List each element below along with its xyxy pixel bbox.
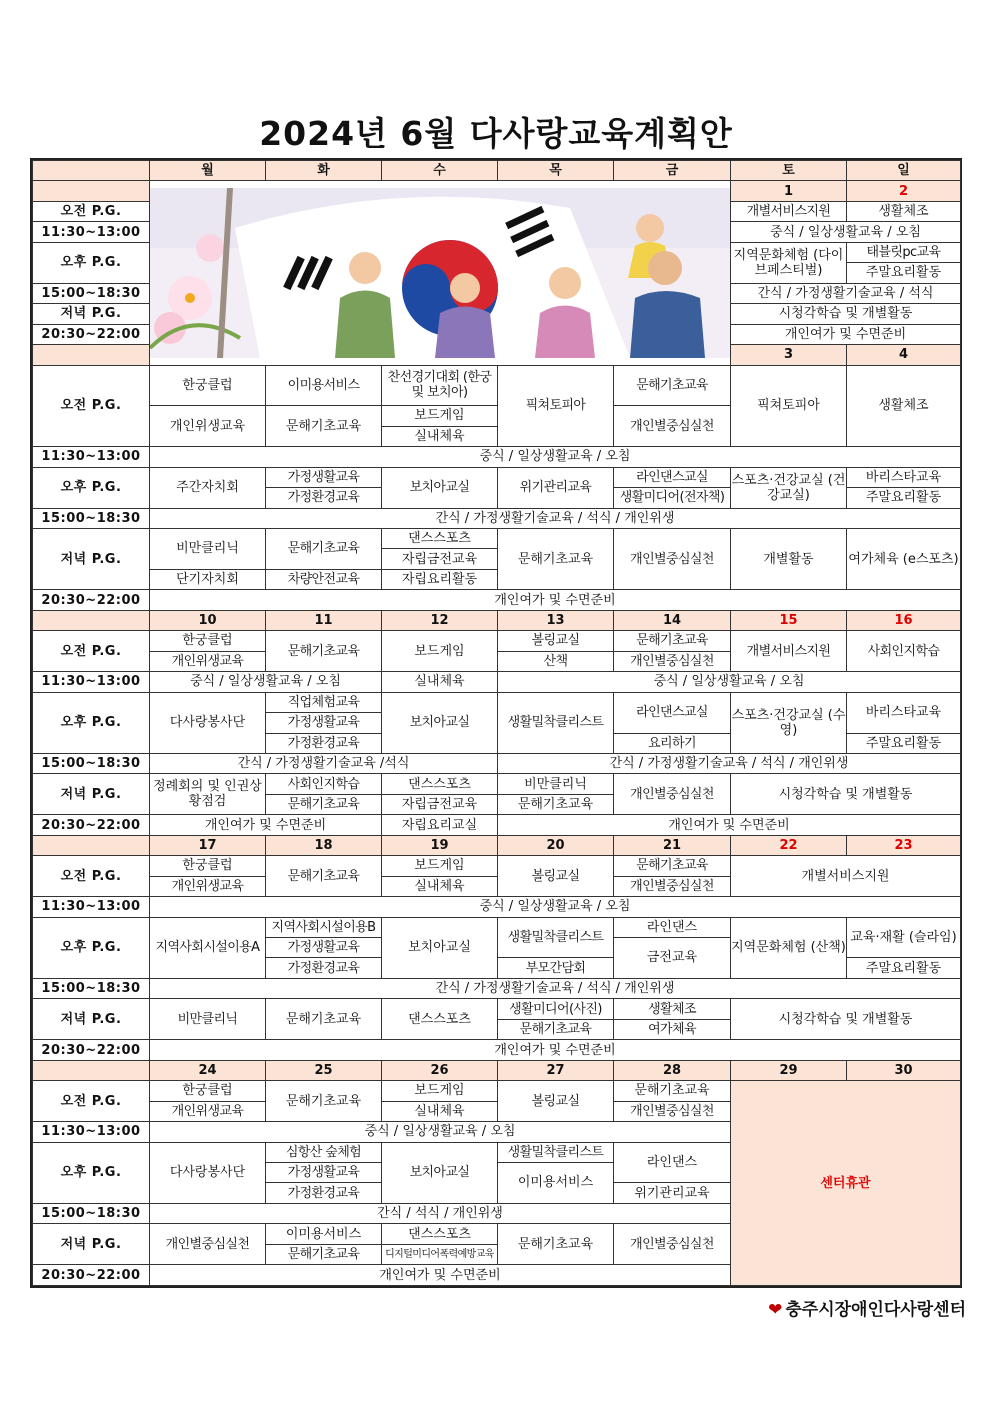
cell-w1-pm-fri1: 라인댄스교실 bbox=[614, 467, 731, 487]
cell-w4-eve-wed2: 디지털미디어폭력예방교육 bbox=[382, 1244, 498, 1264]
cell-w1-pm-wed: 보치아교실 bbox=[382, 467, 498, 508]
cell-w1-pm-sun1: 바리스타교육 bbox=[847, 467, 961, 487]
cell-w1-eve-wed2: 자립금전교육 bbox=[382, 549, 498, 569]
cell-w2-am-fri2: 개인별중심실천 bbox=[614, 651, 731, 671]
cell-w1-am-wed2: 보드게임 bbox=[382, 406, 498, 426]
cell-w1-am-wed1: 찬선경기대회 (한궁 및 보치아) bbox=[382, 365, 498, 406]
weekday-wed: 수 bbox=[382, 161, 498, 181]
cell-w4-pm-thu2: 이미용서비스 bbox=[498, 1163, 614, 1204]
cell-w1-pm-fri2: 생활미디어(전자책) bbox=[614, 488, 731, 508]
date-4: 4 bbox=[847, 345, 961, 365]
cell-w2-eve-mon: 정례회의 및 인권상황점검 bbox=[150, 774, 266, 815]
cell-w3-eve-fri2: 여가체육 bbox=[614, 1019, 731, 1039]
weekday-sat: 토 bbox=[731, 161, 847, 181]
weekday-fri: 금 bbox=[614, 161, 731, 181]
cell-w4-lunch: 중식 / 일상생활교육 / 오침 bbox=[150, 1122, 731, 1142]
cell-w3-am-fri1: 문해기초교육 bbox=[614, 856, 731, 876]
date-12: 12 bbox=[382, 610, 498, 630]
cell-w2-pm-wed: 보치아교실 bbox=[382, 692, 498, 753]
cell-w2-lunch-a: 중식 / 일상생활교육 / 오침 bbox=[150, 672, 382, 692]
cell-w4-pm-fri2: 위기관리교육 bbox=[614, 1183, 731, 1203]
date-30: 30 bbox=[847, 1060, 961, 1080]
cell-w3-am-wed2: 실내체육 bbox=[382, 876, 498, 896]
cell-w4-eve-wed1: 댄스스포츠 bbox=[382, 1224, 498, 1244]
cell-w3-eve-thu2: 문해기초교육 bbox=[498, 1019, 614, 1039]
cell-w3-pm-sat: 지역문화체험 (산책) bbox=[731, 917, 847, 978]
cell-w1-eve-sun: 여가체육 (e스포츠) bbox=[847, 528, 961, 589]
cell-w3-pm-fri2: 금전교육 bbox=[614, 938, 731, 979]
cell-w0-pm-sat: 지역문화체험 (다이브페스티벌) bbox=[731, 242, 847, 283]
cell-w4-pm-tue3: 가정환경교육 bbox=[266, 1183, 382, 1203]
label-eve: 저녁 P.G. bbox=[33, 1224, 150, 1265]
cell-w3-eve-mon: 비만클리닉 bbox=[150, 999, 266, 1040]
date-27: 27 bbox=[498, 1060, 614, 1080]
cell-w4-pm-wed: 보치아교실 bbox=[382, 1142, 498, 1203]
cell-w4-eve-tue1: 이미용서비스 bbox=[266, 1224, 382, 1244]
cell-w1-eve-mon1: 비만클리닉 bbox=[150, 528, 266, 569]
cell-w3-am-tue: 문해기초교육 bbox=[266, 856, 382, 897]
family-flag-illustration bbox=[150, 181, 731, 365]
date-19: 19 bbox=[382, 835, 498, 855]
date-15: 15 bbox=[731, 610, 847, 630]
cell-w1-pm-tue2: 가정환경교육 bbox=[266, 488, 382, 508]
date-25: 25 bbox=[266, 1060, 382, 1080]
cell-w2-eve-tue2: 문해기초교육 bbox=[266, 794, 382, 814]
cell-w2-eve-wed1: 댄스스포츠 bbox=[382, 774, 498, 794]
label-eve: 저녁 P.G. bbox=[33, 528, 150, 589]
cell-w4-am-thu: 볼링교실 bbox=[498, 1081, 614, 1122]
cell-w3-pm-tue1: 지역사회시설이용B bbox=[266, 917, 382, 937]
cell-w1-pm-sat: 스포츠·건강교실 (건강교실) bbox=[731, 467, 847, 508]
cell-w2-am-wed: 보드게임 bbox=[382, 631, 498, 672]
cell-w1-eve-thu: 문해기초교육 bbox=[498, 528, 614, 589]
date-1: 1 bbox=[731, 181, 847, 201]
date-24: 24 bbox=[150, 1060, 266, 1080]
cell-w4-snack: 간식 / 석식 / 개인위생 bbox=[150, 1203, 731, 1223]
label-night: 20:30~22:00 bbox=[33, 590, 150, 610]
cell-w2-pm-sun1: 바리스타교육 bbox=[847, 692, 961, 733]
cell-w1-am-sat: 픽쳐토피아 bbox=[731, 365, 847, 447]
label-eve: 저녁 P.G. bbox=[33, 304, 150, 324]
cell-w2-eve-thu1: 비만클리닉 bbox=[498, 774, 614, 794]
page-title: 2024년 6월 다사랑교육계획안 bbox=[259, 114, 733, 153]
cell-w4-pm-mon: 다사랑봉사단 bbox=[150, 1142, 266, 1203]
date-2: 2 bbox=[847, 181, 961, 201]
weekday-sun: 일 bbox=[847, 161, 961, 181]
date-23: 23 bbox=[847, 835, 961, 855]
label-pm: 오후 P.G. bbox=[33, 242, 150, 283]
label-night: 20:30~22:00 bbox=[33, 324, 150, 344]
label-am: 오전 P.G. bbox=[33, 365, 150, 447]
label-eve: 저녁 P.G. bbox=[33, 999, 150, 1040]
cell-w1-snack: 간식 / 가정생활기술교육 / 석식 / 개인위생 bbox=[150, 508, 961, 528]
cell-w3-pm-tue2: 가정생활교육 bbox=[266, 938, 382, 958]
label-night: 20:30~22:00 bbox=[33, 1040, 150, 1060]
label-snack: 15:00~18:30 bbox=[33, 1203, 150, 1223]
weekday-thu: 목 bbox=[498, 161, 614, 181]
cell-w0-am-sat: 개별서비스지원 bbox=[731, 201, 847, 221]
cell-w4-eve-tue2: 문해기초교육 bbox=[266, 1244, 382, 1264]
label-pm: 오후 P.G. bbox=[33, 1142, 150, 1203]
cell-w2-pm-sat: 스포츠·건강교실 (수영) bbox=[731, 692, 847, 753]
date-row-label bbox=[33, 181, 150, 201]
cell-w3-pm-thu2: 부모간담회 bbox=[498, 958, 614, 978]
cell-w1-am-tue2: 문해기초교육 bbox=[266, 406, 382, 447]
cell-w2-night-b: 자립요리교실 bbox=[382, 815, 498, 835]
label-night: 20:30~22:00 bbox=[33, 1265, 150, 1286]
cell-w3-eve-thu1: 생활미디어(사진) bbox=[498, 999, 614, 1019]
cell-w4-eve-mon: 개인별중심실천 bbox=[150, 1224, 266, 1265]
cell-w2-snack-a: 간식 / 가정생활기술교육 /석식 bbox=[150, 753, 498, 773]
cell-w2-pm-tue3: 가정환경교육 bbox=[266, 733, 382, 753]
cell-w3-pm-sun1: 교육·재활 (슬라임) bbox=[847, 917, 961, 958]
label-am: 오전 P.G. bbox=[33, 856, 150, 897]
cell-w4-am-wed2: 실내체육 bbox=[382, 1101, 498, 1121]
cell-w0-am-sun: 생활체조 bbox=[847, 201, 961, 221]
label-lunch: 11:30~13:00 bbox=[33, 1122, 150, 1142]
weekday-mon: 월 bbox=[150, 161, 266, 181]
date-row-label bbox=[33, 610, 150, 630]
footer-org-name: 충주시장애인다사랑센터 bbox=[785, 1300, 966, 1320]
date-row-label bbox=[33, 835, 150, 855]
cell-w1-night: 개인여가 및 수면준비 bbox=[150, 590, 961, 610]
corner-cell bbox=[33, 161, 150, 181]
cell-w1-eve-sat: 개별활동 bbox=[731, 528, 847, 589]
cell-w2-eve-satsun: 시청각학습 및 개별활동 bbox=[731, 774, 961, 815]
date-21: 21 bbox=[614, 835, 731, 855]
cell-w1-am-wed3: 실내체육 bbox=[382, 426, 498, 446]
cell-w3-pm-fri1: 라인댄스 bbox=[614, 917, 731, 937]
label-lunch: 11:30~13:00 bbox=[33, 222, 150, 242]
cell-w4-am-tue: 문해기초교육 bbox=[266, 1081, 382, 1122]
cell-w3-am-thu: 볼링교실 bbox=[498, 856, 614, 897]
cell-w1-pm-sun2: 주말요리활동 bbox=[847, 488, 961, 508]
cell-w1-eve-tue1: 문해기초교육 bbox=[266, 528, 382, 569]
cell-w0-snack: 간식 / 가정생활기술교육 / 석식 bbox=[731, 283, 961, 303]
cell-w3-am-mon2: 개인위생교육 bbox=[150, 876, 266, 896]
schedule-table bbox=[32, 160, 961, 1286]
cell-w2-pm-mon: 다사랑봉사단 bbox=[150, 692, 266, 753]
cell-w4-pm-tue2: 가정생활교육 bbox=[266, 1163, 382, 1183]
cell-w2-pm-fri1: 라인댄스교실 bbox=[614, 692, 731, 733]
cell-w2-snack-b: 간식 / 가정생활기술교육 / 석식 / 개인위생 bbox=[498, 753, 961, 773]
cell-w2-am-mon1: 한궁클럽 bbox=[150, 631, 266, 651]
cell-w4-am-mon2: 개인위생교육 bbox=[150, 1101, 266, 1121]
label-pm: 오후 P.G. bbox=[33, 917, 150, 978]
label-am: 오전 P.G. bbox=[33, 1081, 150, 1122]
cell-w0-night: 개인여가 및 수면준비 bbox=[731, 324, 961, 344]
cell-w1-eve-wed1: 댄스스포츠 bbox=[382, 528, 498, 548]
date-10: 10 bbox=[150, 610, 266, 630]
cell-w3-pm-tue3: 가정환경교육 bbox=[266, 958, 382, 978]
cell-w4-am-fri1: 문해기초교육 bbox=[614, 1081, 731, 1101]
cell-w4-am-wed1: 보드게임 bbox=[382, 1081, 498, 1101]
label-lunch: 11:30~13:00 bbox=[33, 672, 150, 692]
cell-w2-eve-thu2: 문해기초교육 bbox=[498, 794, 614, 814]
cell-w2-pm-fri2: 요리하기 bbox=[614, 733, 731, 753]
date-29: 29 bbox=[731, 1060, 847, 1080]
label-snack: 15:00~18:30 bbox=[33, 508, 150, 528]
footer-org bbox=[768, 1295, 966, 1320]
date-22: 22 bbox=[731, 835, 847, 855]
cell-w3-eve-satsun: 시청각학습 및 개별활동 bbox=[731, 999, 961, 1040]
cell-w1-am-fri1: 문해기초교육 bbox=[614, 365, 731, 406]
cell-w2-pm-tue2: 가정생활교육 bbox=[266, 713, 382, 733]
label-am: 오전 P.G. bbox=[33, 631, 150, 672]
cell-w2-pm-tue1: 직업체험교육 bbox=[266, 692, 382, 712]
cell-w4-pm-fri1: 라인댄스 bbox=[614, 1142, 731, 1183]
date-16: 16 bbox=[847, 610, 961, 630]
cell-w1-eve-tue2: 차량안전교육 bbox=[266, 569, 382, 589]
cell-w2-am-tue: 문해기초교육 bbox=[266, 631, 382, 672]
date-14: 14 bbox=[614, 610, 731, 630]
cell-w3-am-fri2: 개인별중심실천 bbox=[614, 876, 731, 896]
cell-w0-pm-sun2: 주말요리활동 bbox=[847, 263, 961, 283]
cell-w3-lunch: 중식 / 일상생활교육 / 오침 bbox=[150, 897, 961, 917]
cell-w1-eve-wed3: 자립요리활동 bbox=[382, 569, 498, 589]
cell-w3-snack: 간식 / 가정생활기술교육 / 석식 / 개인위생 bbox=[150, 978, 961, 998]
cell-w4-am-mon1: 한궁클럽 bbox=[150, 1081, 266, 1101]
date-18: 18 bbox=[266, 835, 382, 855]
cell-w3-eve-fri1: 생활체조 bbox=[614, 999, 731, 1019]
cell-w2-am-thu1: 볼링교실 bbox=[498, 631, 614, 651]
cell-w2-am-thu2: 산책 bbox=[498, 651, 614, 671]
label-lunch: 11:30~13:00 bbox=[33, 447, 150, 467]
cell-w2-night-a: 개인여가 및 수면준비 bbox=[150, 815, 382, 835]
cell-w3-am-wed1: 보드게임 bbox=[382, 856, 498, 876]
cell-w2-am-sun: 사회인지학습 bbox=[847, 631, 961, 672]
date-17: 17 bbox=[150, 835, 266, 855]
cell-w2-am-sat: 개별서비스지원 bbox=[731, 631, 847, 672]
cell-w2-night-c: 개인여가 및 수면준비 bbox=[498, 815, 961, 835]
date-13: 13 bbox=[498, 610, 614, 630]
cell-w1-pm-tue1: 가정생활교육 bbox=[266, 467, 382, 487]
cell-w1-am-thu: 픽쳐토피아 bbox=[498, 365, 614, 447]
cell-w4-pm-tue1: 심항산 숲체험 bbox=[266, 1142, 382, 1162]
cell-w1-lunch: 중식 / 일상생활교육 / 오침 bbox=[150, 447, 961, 467]
label-pm: 오후 P.G. bbox=[33, 467, 150, 508]
label-pm: 오후 P.G. bbox=[33, 692, 150, 753]
label-snack: 15:00~18:30 bbox=[33, 753, 150, 773]
cell-w2-am-fri1: 문해기초교육 bbox=[614, 631, 731, 651]
date-26: 26 bbox=[382, 1060, 498, 1080]
cell-w1-am-tue1: 이미용서비스 bbox=[266, 365, 382, 406]
cell-w3-am-satsun: 개별서비스지원 bbox=[731, 856, 961, 897]
label-snack: 15:00~18:30 bbox=[33, 978, 150, 998]
schedule-grid bbox=[30, 158, 962, 1288]
cell-w1-eve-fri: 개인별중심실천 bbox=[614, 528, 731, 589]
cell-w0-pm-sun1: 태블릿pc교육 bbox=[847, 242, 961, 262]
cell-w3-pm-thu1: 생활밀착클리스트 bbox=[498, 917, 614, 958]
cell-w3-pm-mon: 지역사회시설이용A bbox=[150, 917, 266, 978]
cell-w4-eve-thu: 문해기초교육 bbox=[498, 1224, 614, 1265]
cell-w4-am-fri2: 개인별중심실천 bbox=[614, 1101, 731, 1121]
date-28: 28 bbox=[614, 1060, 731, 1080]
date-row-label bbox=[33, 1060, 150, 1080]
date-3: 3 bbox=[731, 345, 847, 365]
cell-w3-eve-wed: 댄스스포츠 bbox=[382, 999, 498, 1040]
cell-w4-eve-fri: 개인별중심실천 bbox=[614, 1224, 731, 1265]
label-lunch: 11:30~13:00 bbox=[33, 897, 150, 917]
cell-w0-lunch: 중식 / 일상생활교육 / 오침 bbox=[731, 222, 961, 242]
label-am: 오전 P.G. bbox=[33, 201, 150, 221]
cell-w1-am-mon1: 한궁클럽 bbox=[150, 365, 266, 406]
cell-w1-am-mon2: 개인위생교육 bbox=[150, 406, 266, 447]
cell-w2-pm-sun2: 주말요리활동 bbox=[847, 733, 961, 753]
cell-w2-eve-tue1: 사회인지학습 bbox=[266, 774, 382, 794]
cell-w3-am-mon1: 한궁클럽 bbox=[150, 856, 266, 876]
cell-w1-am-fri2: 개인별중심실천 bbox=[614, 406, 731, 447]
cell-w2-eve-wed2: 자립금전교육 bbox=[382, 794, 498, 814]
center-closed-cell: 센터휴관 bbox=[731, 1081, 961, 1286]
date-11: 11 bbox=[266, 610, 382, 630]
cell-w0-eve: 시청각학습 및 개별활동 bbox=[731, 304, 961, 324]
cell-w3-night: 개인여가 및 수면준비 bbox=[150, 1040, 961, 1060]
label-snack: 15:00~18:30 bbox=[33, 283, 150, 303]
cell-w4-pm-thu1: 생활밀착클리스트 bbox=[498, 1142, 614, 1162]
illustration-svg bbox=[150, 188, 730, 358]
date-row-label bbox=[33, 345, 150, 365]
cell-w4-night: 개인여가 및 수면준비 bbox=[150, 1265, 731, 1286]
cell-w2-lunch-b: 실내체육 bbox=[382, 672, 498, 692]
cell-w1-pm-thu: 위기관리교육 bbox=[498, 467, 614, 508]
label-eve: 저녁 P.G. bbox=[33, 774, 150, 815]
weekday-tue: 화 bbox=[266, 161, 382, 181]
cell-w2-eve-fri: 개인별중심실천 bbox=[614, 774, 731, 815]
cell-w2-am-mon2: 개인위생교육 bbox=[150, 651, 266, 671]
cell-w2-pm-thu: 생활밀착클리스트 bbox=[498, 692, 614, 753]
cell-w3-pm-sun2: 주말요리활동 bbox=[847, 958, 961, 978]
cell-w3-pm-wed: 보치아교실 bbox=[382, 917, 498, 978]
cell-w2-lunch-c: 중식 / 일상생활교육 / 오침 bbox=[498, 672, 961, 692]
heart-logo-icon: ❤ bbox=[768, 1300, 783, 1320]
cell-w3-eve-tue: 문해기초교육 bbox=[266, 999, 382, 1040]
cell-w1-pm-mon: 주간자치회 bbox=[150, 467, 266, 508]
date-20: 20 bbox=[498, 835, 614, 855]
label-night: 20:30~22:00 bbox=[33, 815, 150, 835]
cell-w1-eve-mon2: 단기자치회 bbox=[150, 569, 266, 589]
cell-w1-am-sun: 생활체조 bbox=[847, 365, 961, 447]
